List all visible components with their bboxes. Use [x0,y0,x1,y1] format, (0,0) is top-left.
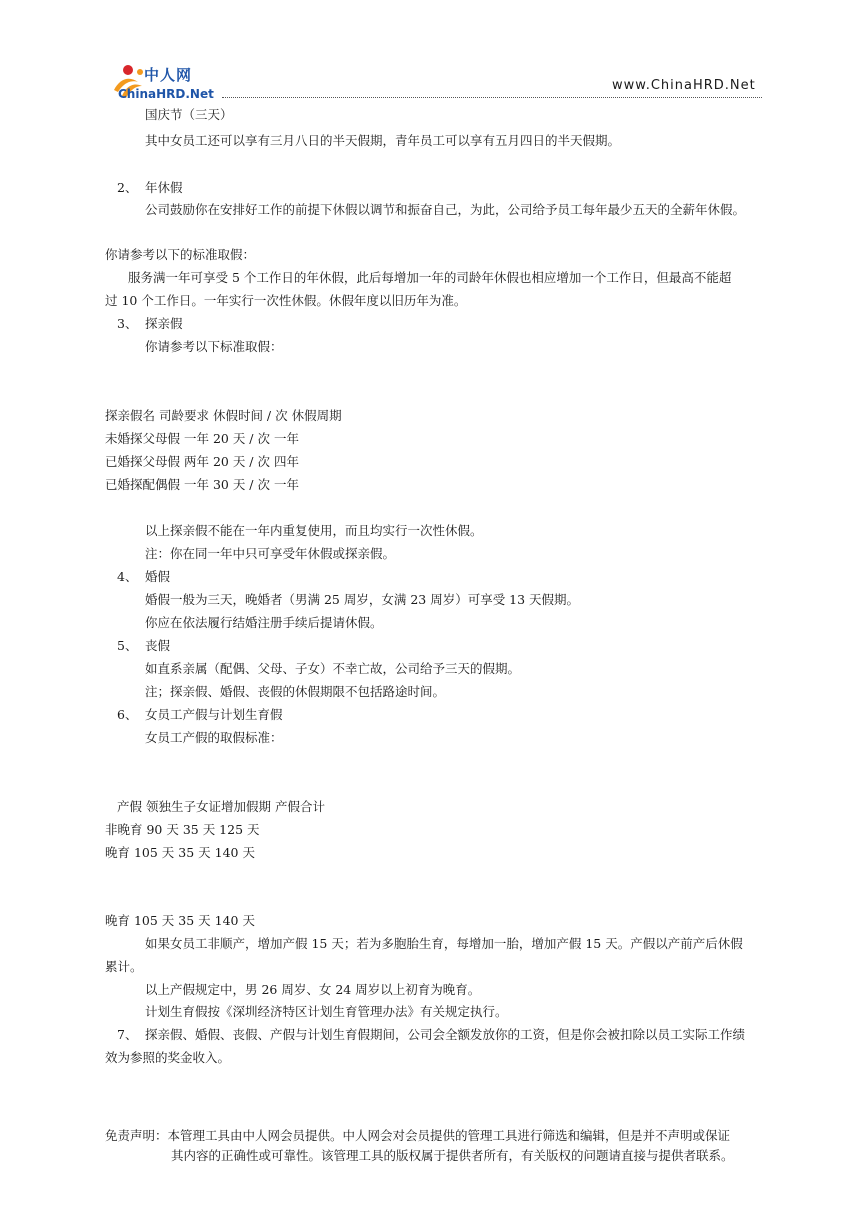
header-divider [222,97,762,98]
table-row: 晚育 105 天 35 天 140 天 [105,845,255,860]
text-line: 计划生育假按《深圳经济特区计划生育管理办法》有关规定执行。 [145,1004,508,1019]
text-line: 你请参考以下的标准取假： [105,247,256,262]
table-row: 非晚育 90 天 35 天 125 天 [105,822,260,837]
text-line: 如直系亲属（配偶、父母、子女）不幸亡故，公司给予三天的假期。 [145,661,521,676]
section-title: 丧假 [145,638,171,653]
section-number: 6、 [117,707,138,722]
section-title: 年休假 [145,180,183,195]
table-row: 已婚探父母假 两年 20 天 / 次 四年 [105,454,299,469]
text-line: 以上产假规定中，男 26 周岁、女 24 周岁以上初育为晚育。 [145,982,481,997]
text-line: 累计。 [105,959,143,974]
text-line: 过 10 个工作日。一年实行一次性休假。休假年度以旧历年为准。 [105,293,467,308]
table-header: 产假 领独生子女证增加假期 产假合计 [117,799,325,814]
header-url: www.ChinaHRD.Net [612,78,756,93]
text-line: 你应在依法履行结婚注册手续后提请休假。 [145,615,383,630]
text-line: 效为参照的奖金收入。 [105,1050,231,1065]
table-row: 晚育 105 天 35 天 140 天 [105,913,255,928]
text-line: 如果女员工非顺产，增加产假 15 天；若为多胞胎生育，每增加一胎，增加产假 15 天。产假以产前产后休假 [145,936,743,951]
section-number: 3、 [117,316,138,331]
text-line: 以上探亲假不能在一年内重复使用，而且均实行一次性休假。 [145,523,483,538]
text-line: 探亲假、婚假、丧假、产假与计划生育假期间，公司会全额发放你的工资，但是你会被扣除以员工实际工作绩 [145,1027,746,1042]
text-line: 其中女员工还可以享有三月八日的半天假期，青年员工可以享有五月四日的半天假期。 [145,133,621,148]
table-header: 探亲假名 司龄要求 休假时间 / 次 休假周期 [105,408,342,423]
text-line: 女员工产假的取假标准： [145,730,283,745]
text-line: 婚假一般为三天，晚婚者（男满 25 周岁，女满 23 周岁）可享受 13 天假期。 [145,592,580,607]
text-line: 国庆节（三天） [145,107,233,122]
text-line: 注：你在同一年中只可享受年休假或探亲假。 [145,546,396,561]
section-title: 探亲假 [145,316,183,331]
section-number: 5、 [117,638,138,653]
section-title: 女员工产假与计划生育假 [145,707,283,722]
text-line: 注；探亲假、婚假、丧假的休假期限不包括路途时间。 [145,684,446,699]
text-line: 公司鼓励你在安排好工作的前提下休假以调节和振奋自己，为此，公司给予员工每年最少五天的全薪年休假。 [145,202,746,217]
disclaimer-line: 其内容的正确性或可靠性。该管理工具的版权属于提供者所有，有关版权的问题请直接与提供者联系。 [171,1148,734,1163]
table-row: 已婚探配偶假 一年 30 天 / 次 一年 [105,477,299,492]
section-number: 2、 [117,180,138,195]
logo-english-text: ChinaHRD.Net [118,87,214,101]
section-title: 婚假 [145,569,171,584]
page-header [0,0,868,110]
logo-chinese-text: 中人网 [144,66,193,84]
text-line: 你请参考以下标准取假： [145,339,283,354]
text-line: 服务满一年可享受 5 个工作日的年休假，此后每增加一年的司龄年休假也相应增加一个工作日，但最高不能超 [128,270,732,285]
disclaimer-line: 免责声明：本管理工具由中人网会员提供。中人网会对会员提供的管理工具进行筛选和编辑，但是并不声明或保证 [105,1128,731,1143]
section-number: 4、 [117,569,138,584]
section-number: 7、 [117,1027,138,1042]
table-row: 未婚探父母假 一年 20 天 / 次 一年 [105,431,299,446]
